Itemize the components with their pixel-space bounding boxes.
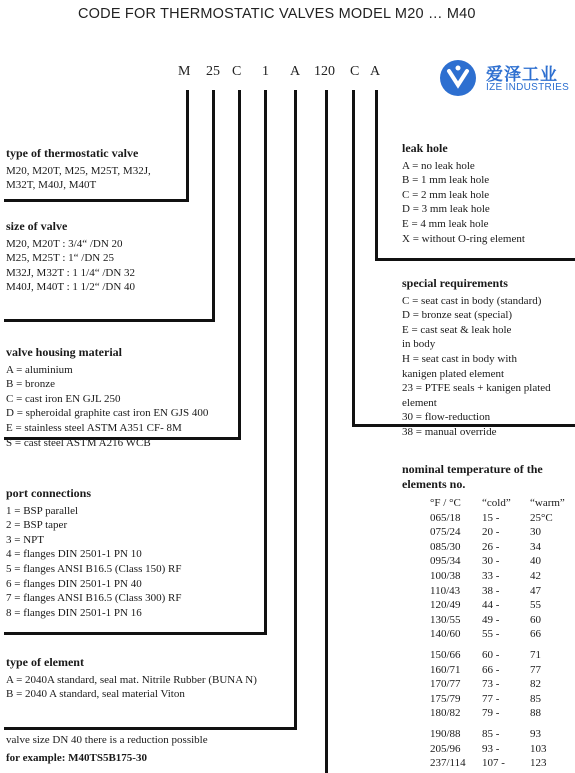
section-heading: type of thermostatic valve <box>6 146 139 160</box>
cell-cold: 93 - <box>482 742 500 755</box>
company-logo <box>440 58 570 98</box>
cell-cold: 33 - <box>482 569 500 582</box>
connector-leak-h <box>375 258 575 261</box>
connector-type-h <box>4 199 189 202</box>
table-row <box>430 511 570 526</box>
connector-size-v <box>212 90 215 322</box>
table-row <box>430 677 570 692</box>
section-line: in body <box>402 338 436 351</box>
cell-element: 085/30 <box>430 540 461 553</box>
cell-warm: 71 <box>530 648 541 661</box>
code-char-size: 25 <box>206 64 220 79</box>
cell-element: 205/96 <box>430 742 461 755</box>
section-nominal-temperature <box>402 462 543 494</box>
cell-element: 190/88 <box>430 727 461 740</box>
section-heading-cont: elements no. <box>402 476 466 491</box>
section-heading: size of valve <box>6 219 68 233</box>
table-row <box>430 742 570 757</box>
cell-cold: 38 - <box>482 584 500 597</box>
cell-cold: 107 - <box>482 757 505 770</box>
cell-warm: 47 <box>530 584 541 597</box>
logo-text-en: IZE INDUSTRIES <box>486 82 570 93</box>
section-special-requirements <box>402 276 551 440</box>
section-line: B = bronze <box>6 378 55 391</box>
cell-cold: 26 - <box>482 540 500 553</box>
section-line: A = aluminium <box>6 363 73 376</box>
connector-leak-v <box>375 90 378 261</box>
section-line: 3 = NPT <box>6 533 44 546</box>
cell-warm: 55 <box>530 599 541 612</box>
cell-element: 065/18 <box>430 511 461 524</box>
section-leak-hole <box>402 141 525 246</box>
connector-special-v <box>352 90 355 427</box>
cell-warm: 103 <box>530 742 547 755</box>
section-line: B = 2040 A standard, seal material Viton <box>6 688 185 701</box>
section-line: 5 = flanges ANSI B16.5 (Class 150) RF <box>6 562 182 575</box>
table-row <box>430 727 570 742</box>
section-line: 4 = flanges DIN 2501-1 PN 10 <box>6 548 142 561</box>
table-row <box>430 584 570 599</box>
section-line: 1 = BSP parallel <box>6 504 79 517</box>
connector-housing-v <box>238 90 241 440</box>
section-line: 23 = PTFE seals + kanigen plated <box>402 382 551 395</box>
cell-cold: 77 - <box>482 692 500 705</box>
section-line: M32T, M40J, M40T <box>6 179 97 192</box>
cell-cold: 30 - <box>482 555 500 568</box>
section-line: kanigen plated element <box>402 367 505 380</box>
cell-warm: 66 <box>530 628 541 641</box>
table-row <box>430 648 570 663</box>
code-char-port: 1 <box>262 64 269 79</box>
code-char-temp: 120 <box>314 64 335 79</box>
connector-element-v <box>294 90 297 730</box>
section-line: C = 2 mm leak hole <box>402 188 490 201</box>
table-row <box>430 540 570 555</box>
cell-warm: 42 <box>530 569 541 582</box>
cell-element: 120/49 <box>430 599 461 612</box>
section-valve-type <box>6 146 151 193</box>
col-header-cold: “cold” <box>482 497 511 509</box>
cell-cold: 79 - <box>482 707 500 720</box>
section-port-connections <box>6 486 181 620</box>
cell-cold: 20 - <box>482 526 500 539</box>
cell-cold: 49 - <box>482 613 500 626</box>
section-line: E = 4 mm leak hole <box>402 217 489 230</box>
section-heading: leak hole <box>402 141 448 155</box>
code-char-housing: C <box>232 64 242 79</box>
section-heading: nominal temperature of the <box>402 462 543 476</box>
temp-table-header <box>430 496 570 511</box>
section-line: 2 = BSP taper <box>6 519 68 532</box>
section-line: H = seat cast in body with <box>402 352 517 365</box>
code-char-special: C <box>350 64 360 79</box>
code-char-element: A <box>290 64 301 79</box>
logo-text-cn: 爱泽工业 <box>486 65 558 85</box>
cell-warm: 88 <box>530 707 541 720</box>
connector-element-h <box>4 727 297 730</box>
cell-cold: 15 - <box>482 511 500 524</box>
page-title: CODE FOR THERMOSTATIC VALVES MODEL M20 … M40 <box>78 6 476 22</box>
section-heading: valve housing material <box>6 345 122 359</box>
section-line: X = without O-ring element <box>402 232 525 245</box>
cell-warm: 60 <box>530 613 541 626</box>
table-row <box>430 525 570 540</box>
code-char-model: M <box>178 64 191 79</box>
cell-element: 140/60 <box>430 628 461 641</box>
col-header-element: °F / °C <box>430 497 461 509</box>
cell-element: 180/82 <box>430 707 461 720</box>
section-line: element <box>402 396 437 409</box>
cell-warm: 30 <box>530 526 541 539</box>
cell-cold: 44 - <box>482 599 500 612</box>
table-row <box>430 756 570 771</box>
cell-element: 175/79 <box>430 692 461 705</box>
cell-warm: 123 <box>530 757 547 770</box>
connector-temp-v <box>325 90 328 773</box>
temperature-table <box>430 496 570 771</box>
cell-warm: 34 <box>530 540 541 553</box>
section-line: A = no leak hole <box>402 159 475 172</box>
cell-cold: 85 - <box>482 727 500 740</box>
section-line: M32J, M32T : 1 1/4“ /DN 32 <box>6 266 136 279</box>
table-row <box>430 554 570 569</box>
section-heading: type of element <box>6 655 84 669</box>
cell-element: 160/71 <box>430 663 461 676</box>
cell-warm: 25°C <box>530 511 553 524</box>
table-row <box>430 613 570 628</box>
connector-size-h <box>4 319 215 322</box>
cell-element: 100/38 <box>430 569 461 582</box>
table-row <box>430 706 570 721</box>
section-housing-material <box>6 345 208 450</box>
table-row <box>430 627 570 642</box>
cell-cold: 73 - <box>482 678 500 691</box>
section-line: E = cast seat & leak hole <box>402 323 512 336</box>
section-line: 38 = manual override <box>402 425 497 438</box>
cell-element: 095/34 <box>430 555 461 568</box>
section-line: 8 = flanges DIN 2501-1 PN 16 <box>6 606 142 619</box>
section-line: D = bronze seat (special) <box>402 309 513 322</box>
section-line: M20, M20T : 3/4“ /DN 20 <box>6 237 123 250</box>
section-line: 6 = flanges DIN 2501-1 PN 40 <box>6 577 142 590</box>
cell-element: 170/77 <box>430 678 461 691</box>
section-line: M25, M25T : 1“ /DN 25 <box>6 252 114 265</box>
cell-cold: 55 - <box>482 628 500 641</box>
table-row <box>430 692 570 707</box>
col-header-warm: “warm” <box>530 497 565 509</box>
section-line: 30 = flow-reduction <box>402 411 491 424</box>
connector-port-v <box>264 90 267 635</box>
ize-logo-icon <box>440 60 476 96</box>
section-line: B = 1 mm leak hole <box>402 174 490 187</box>
section-line: M40J, M40T : 1 1/2“ /DN 40 <box>6 281 136 294</box>
section-element-type <box>6 655 257 702</box>
cell-element: 130/55 <box>430 613 461 626</box>
cell-warm: 77 <box>530 663 541 676</box>
cell-element: 237/114 <box>430 757 466 770</box>
section-line: S = cast steel ASTM A216 WCB <box>6 436 151 449</box>
section-line: D = spheroidal graphite cast iron EN GJS 400 <box>6 407 209 420</box>
example-note: for example: M40TS5B175-30 <box>6 752 147 764</box>
cell-element: 110/43 <box>430 584 461 597</box>
section-line: C = cast iron EN GJL 250 <box>6 392 121 405</box>
cell-warm: 82 <box>530 678 541 691</box>
section-line: D = 3 mm leak hole <box>402 203 490 216</box>
cell-element: 150/66 <box>430 648 461 661</box>
section-line: E = stainless steel ASTM A351 CF- 8M <box>6 421 182 434</box>
cell-cold: 60 - <box>482 648 500 661</box>
table-row <box>430 663 570 678</box>
section-line: C = seat cast in body (standard) <box>402 294 542 307</box>
cell-warm: 85 <box>530 692 541 705</box>
section-line: A = 2040A standard, seal mat. Nitrile Rubber (BUNA N) <box>6 673 257 686</box>
section-heading: port connections <box>6 486 91 500</box>
section-line: 7 = flanges ANSI B16.5 (Class 300) RF <box>6 592 182 605</box>
table-row <box>430 598 570 613</box>
table-row <box>430 569 570 584</box>
section-heading: special requirements <box>402 276 508 290</box>
code-char-leak: A <box>370 64 381 79</box>
cell-warm: 40 <box>530 555 541 568</box>
section-line: M20, M20T, M25, M25T, M32J, <box>6 164 151 177</box>
cell-warm: 93 <box>530 727 541 740</box>
section-valve-size <box>6 219 135 295</box>
connector-port-h <box>4 632 267 635</box>
cell-element: 075/24 <box>430 526 461 539</box>
reduction-note: valve size DN 40 there is a reduction possible <box>6 734 208 746</box>
connector-type-v <box>186 90 189 202</box>
cell-cold: 66 - <box>482 663 500 676</box>
